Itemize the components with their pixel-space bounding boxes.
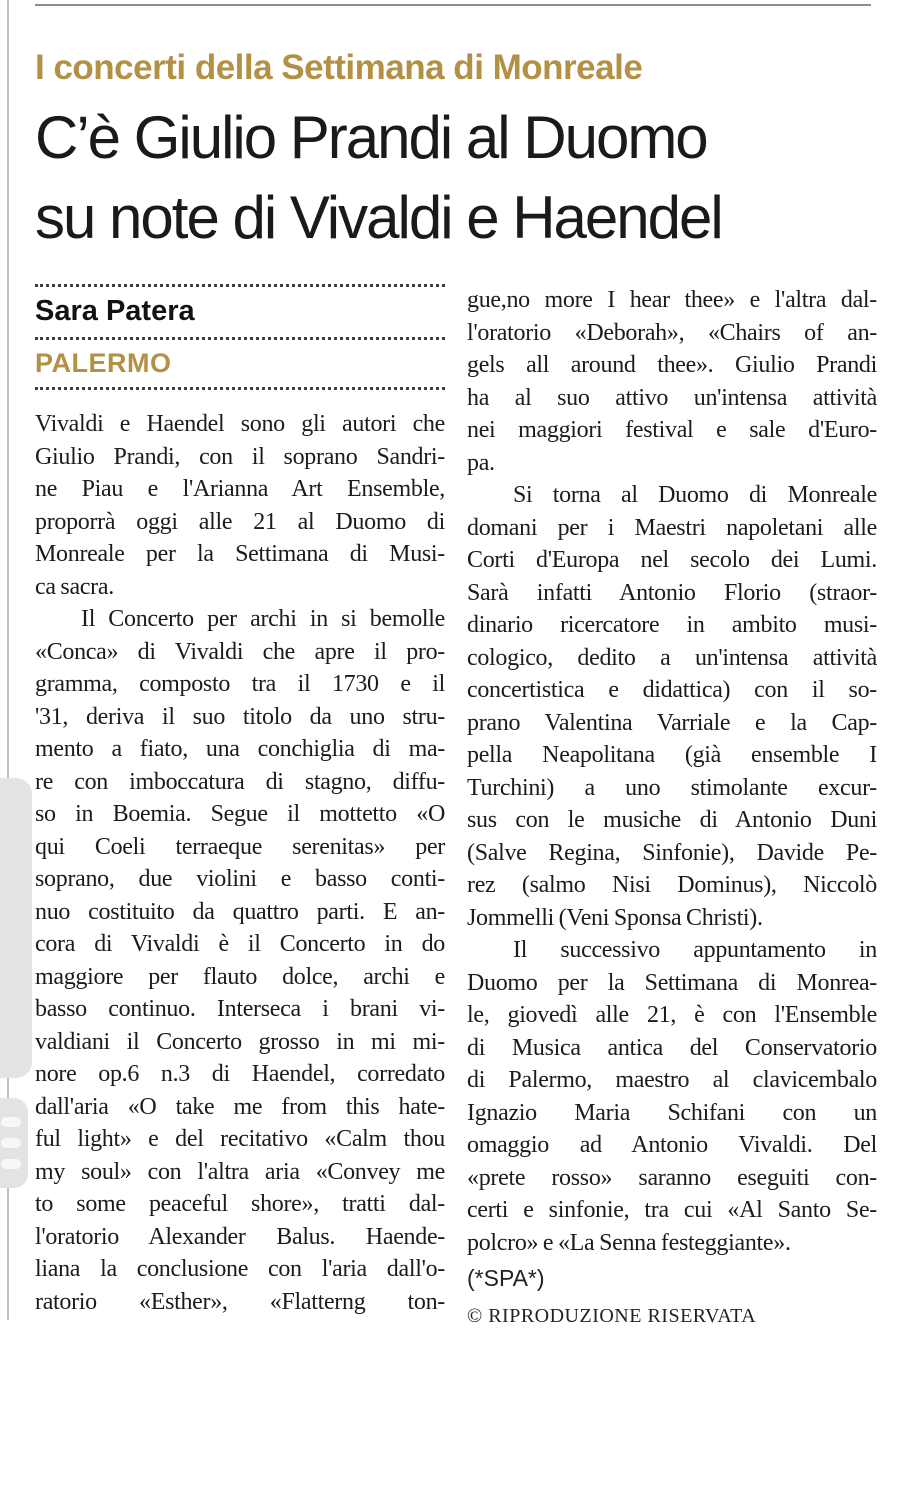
article-line: ca sacra. <box>35 573 114 600</box>
headline <box>35 98 877 258</box>
article-line: dall'aria «O take me from this hate- <box>35 1093 445 1120</box>
article-line: domani per i Maestri napoletani alle <box>467 514 877 541</box>
article-line: pa. <box>467 449 495 476</box>
article-line: di Palermo, maestro al clavicembalo <box>467 1067 877 1093</box>
top-divider <box>35 4 871 6</box>
article-line: maggiore per flauto dolce, archi e <box>35 963 445 990</box>
article-line: dinario ricercatore in ambito musi- <box>467 612 877 638</box>
copyright-notice: © RIPRODUZIONE RISERVATA <box>467 1304 757 1327</box>
article-line: polcro» e «La Senna festeggiante». <box>467 1229 791 1256</box>
grip-dots-icon <box>1 1159 21 1169</box>
article-line: «Conca» di Vivaldi che apre il pro- <box>35 638 445 665</box>
article-line: mento a fiato, una conchiglia di ma- <box>35 736 445 762</box>
article-line: le, giovedì alle 21, è con l'Ensemble <box>467 1002 877 1028</box>
article-line: liana la conclusione con l'aria dall'o- <box>35 1256 445 1282</box>
article-line: basso continuo. Interseca i brani vi- <box>35 996 445 1022</box>
article-line: Si torna al Duomo di Monreale <box>513 482 877 508</box>
byline-block <box>35 284 445 390</box>
article-line: concertistica e didattica) con il so- <box>467 677 877 703</box>
article-line: di Musica antica del Conservatorio <box>467 1034 877 1061</box>
headline-line: su note di Vivaldi e Haendel <box>35 184 722 251</box>
article-line: certi e sinfonie, tra cui «Al Santo Se- <box>467 1197 877 1223</box>
paragraph <box>467 934 877 1259</box>
article-line: Il successivo appuntamento in <box>513 937 877 963</box>
article-line: gramma, composto tra il 1730 e il <box>35 671 445 697</box>
article-line: ratorio «Esther», «Flatterng ton- <box>35 1288 445 1315</box>
drag-handle[interactable] <box>0 1098 28 1188</box>
article-line: soprano, due violini e basso conti- <box>35 866 445 892</box>
article-line: Duomo per la Settimana di Monrea- <box>467 969 877 996</box>
article-line: Jommelli (Veni Sponsa Christi). <box>467 904 763 931</box>
article-line: Corti d'Europa nel secolo dei Lumi. <box>467 547 877 573</box>
grip-dots-icon <box>1 1138 21 1148</box>
article-line: valdiani il Concerto grosso in mi mi- <box>35 1028 445 1055</box>
article-line: Monreale per la Settimana di Musi- <box>35 541 445 567</box>
article-line: qui Coeli terraeque serenitas» per <box>35 833 445 860</box>
kicker: I concerti della Settimana di Monreale <box>35 48 643 87</box>
article-line: Il Concerto per archi in si bemolle <box>81 606 445 632</box>
article-line: Vivaldi e Haendel sono gli autori che <box>35 411 445 437</box>
article-line: l'oratorio «Deborah», «Chairs of an- <box>467 319 877 346</box>
paragraph <box>35 603 445 1318</box>
article-line: «prete rosso» saranno eseguiti con- <box>467 1164 877 1191</box>
article-line: Turchini) a uno stimolante excur- <box>467 774 877 801</box>
location-label: PALERMO <box>35 348 172 378</box>
article-line: ha al suo attivo un'intensa attività <box>467 384 877 411</box>
article-line: (Salve Regina, Sinfonie), Davide Pe- <box>467 839 877 866</box>
article-line: ful light» e del recitativo «Calm thou <box>35 1126 445 1152</box>
signature: (*SPA*) <box>467 1265 545 1291</box>
article-line: Sarà infatti Antonio Florio (straor- <box>467 579 877 606</box>
article-line: rez (salmo Nisi Dominus), Niccolò <box>467 872 877 898</box>
paragraph <box>35 408 445 603</box>
column-text <box>35 408 445 1318</box>
article-line: nuo costituito da quattro parti. E an- <box>35 898 445 925</box>
article <box>35 0 877 1328</box>
article-line: omaggio ad Antonio Vivaldi. Del <box>467 1132 877 1158</box>
article-line: nei maggiori festival e sale d'Euro- <box>467 417 877 443</box>
article-line: my soul» con l'altra aria «Convey me <box>35 1158 445 1185</box>
scroll-indicator[interactable] <box>0 778 32 1078</box>
article-column-right <box>467 284 877 1328</box>
column-text <box>467 284 877 1259</box>
paragraph <box>467 284 877 479</box>
dotted-rule <box>35 387 445 390</box>
article-line: cologico, dedito a un'intensa attività <box>467 644 877 671</box>
article-line: cora di Vivaldi è il Concerto in do <box>35 931 445 957</box>
article-line: Giulio Prandi, con il soprano Sandri- <box>35 443 445 470</box>
byline: Sara Patera <box>35 295 195 327</box>
article-line: l'oratorio Alexander Balus. Haende- <box>35 1223 445 1250</box>
article-line: prano Valentina Varriale e la Cap- <box>467 709 877 736</box>
article-line: pella Neapolitana (già ensemble I <box>467 742 877 768</box>
article-line: sus con le musiche di Antonio Duni <box>467 807 877 833</box>
headline-line: C’è Giulio Prandi al Duomo <box>35 104 707 171</box>
article-line: '31, deriva il suo titolo da uno stru- <box>35 703 445 730</box>
article-line: ne Piau e l'Arianna Art Ensemble, <box>35 476 445 502</box>
article-line: gels all around thee». Giulio Prandi <box>467 352 877 378</box>
article-body <box>35 284 877 1328</box>
article-line: Ignazio Maria Schifani con un <box>467 1099 877 1126</box>
grip-dots-icon <box>1 1117 21 1127</box>
paragraph <box>467 479 877 934</box>
article-line: to some peaceful shore», tratti dal- <box>35 1191 445 1217</box>
article-line: nore op.6 n.3 di Haendel, corredato <box>35 1061 445 1087</box>
article-line: proporrà oggi alle 21 al Duomo di <box>35 508 445 535</box>
article-column-left <box>35 284 445 1328</box>
article-line: gue,no more I hear thee» e l'altra dal- <box>467 287 877 313</box>
article-line: so in Boemia. Segue il mottetto «O <box>35 801 445 827</box>
article-line: re con imboccatura di stagno, diffu- <box>35 768 445 795</box>
